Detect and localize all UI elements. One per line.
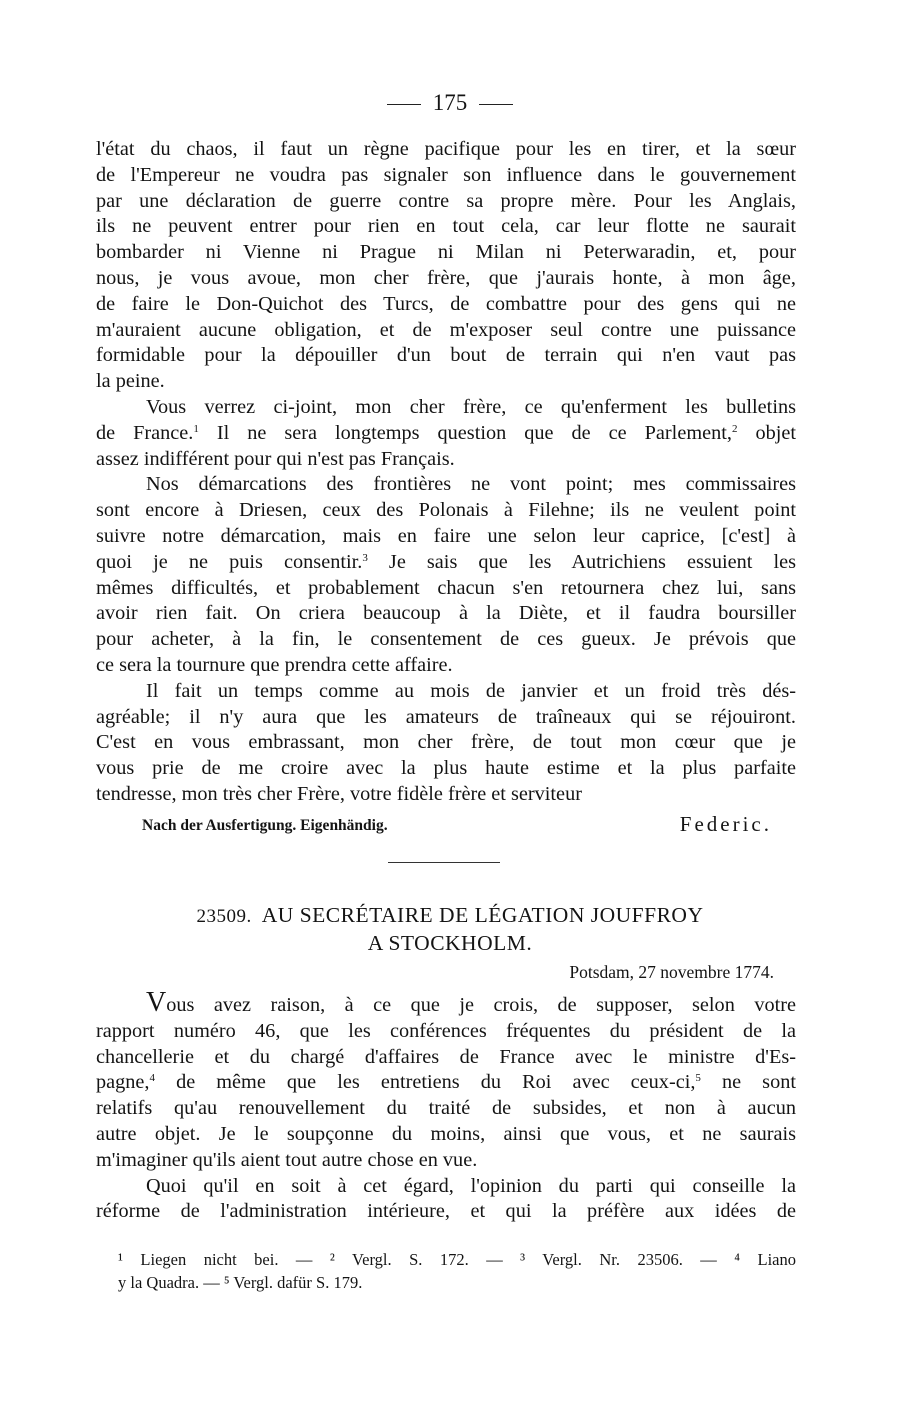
text-line bbox=[96, 550, 796, 576]
place-date: Potsdam, 27 novembre 1774. bbox=[569, 962, 774, 982]
text-line: Nos démarcations des frontières ne vont point; mes commissaires bbox=[146, 473, 796, 496]
text-segment: Je sais que les Autrichiens essuient les bbox=[367, 550, 796, 573]
paragraph-continuation bbox=[96, 137, 796, 808]
text-line: mêmes difficultés, et probablement chacun s'en retournera chez lui, sans bbox=[96, 576, 796, 599]
text-line: tendresse, mon très cher Frère, votre fidèle frère et serviteur bbox=[96, 782, 582, 805]
text-line: C'est en vous embrassant, mon cher frère, de tout mon cœur que je bbox=[96, 731, 796, 754]
text-line: ils ne peuvent entrer pour rien en tout cela, car leur flotte ne saurait bbox=[96, 215, 796, 238]
text-line: l'état du chaos, il faut un règne pacifique pour les en tirer, et la sœur bbox=[96, 138, 796, 160]
header-dash-left bbox=[387, 104, 421, 105]
footnote-ref-4: 4 bbox=[149, 1072, 155, 1085]
signature: Federic. bbox=[679, 812, 772, 836]
text-line: réforme de l'administration intérieure, et qui la préfère aux idées de bbox=[96, 1200, 796, 1223]
text-line bbox=[96, 421, 796, 447]
title-line-1 bbox=[0, 902, 900, 930]
text-line: par une déclaration de guerre contre sa propre mère. Pour les Anglais, bbox=[96, 189, 796, 212]
footnote-ref-1: 1 bbox=[193, 422, 199, 435]
letter-title bbox=[0, 902, 900, 957]
text-segment: de même que les entretiens du Roi avec ceux-ci, bbox=[155, 1071, 696, 1094]
text-line: de faire le Don-Quichot des Turcs, de combattre pour des gens qui ne bbox=[96, 292, 796, 315]
footnote-ref-2: 2 bbox=[731, 422, 738, 435]
title-line-2: A STOCKHOLM. bbox=[367, 931, 533, 955]
text-line: bombarder ni Vienne ni Prague ni Milan ni Peterwaradin, et, pour bbox=[96, 241, 796, 264]
text-line: m'imaginer qu'ils aient tout autre chose en vue. bbox=[96, 1148, 478, 1171]
drop-initial: V bbox=[146, 987, 167, 1018]
page-number: 175 bbox=[432, 90, 468, 115]
text-segment: ous avez raison, à ce que je crois, de supposer, selon votre bbox=[166, 994, 796, 1016]
text-line: agréable; il n'y aura que les amateurs de traîneaux qui se réjouiront. bbox=[96, 705, 796, 728]
text-line: sont encore à Driesen, ceux des Polonais à Filehne; ils ne veulent point bbox=[96, 499, 796, 522]
footnote-line: y la Quadra. — ⁵ Vergl. dafür S. 179. bbox=[118, 1273, 363, 1292]
text-line: de l'Empereur ne voudra pas signaler son influence dans le gouvernement bbox=[96, 163, 796, 186]
text-line: nous, je vous avoue, mon cher frère, que j'aurais honte, à mon âge, bbox=[96, 266, 796, 289]
text-line: rapport numéro 46, que les conférences fréquentes du président de la bbox=[96, 1019, 796, 1042]
text-line: suivre notre démarcation, mais en faire une selon leur caprice, [c'est] à bbox=[96, 524, 796, 547]
text-line: autre objet. Je le soupçonne du moins, ainsi que vous, et ne saurais bbox=[96, 1122, 796, 1145]
text-line: m'auraient aucune obligation, et de m'exposer seul contre une puissance bbox=[96, 318, 796, 341]
text-segment: quoi je ne puis consentir. bbox=[96, 550, 363, 573]
text-segment: Il ne sera longtemps question que de ce Parlement, bbox=[198, 421, 732, 444]
text-line: assez indifférent pour qui n'est pas Français. bbox=[96, 447, 455, 470]
page-header bbox=[0, 90, 900, 116]
text-line: avoir rien fait. On criera beaucoup à la Diète, et il faudra boursiller bbox=[96, 602, 796, 625]
text-segment: objet bbox=[737, 421, 796, 444]
text-line: pour acheter, à la fin, le consentement de ces gueux. Je prévois que bbox=[96, 628, 796, 651]
text-line: ce sera la tournure que prendra cette affaire. bbox=[96, 653, 453, 676]
text-line: Il fait un temps comme au mois de janvier et un froid très dés- bbox=[146, 679, 796, 702]
title-text-1: AU SECRÉTAIRE DE LÉGATION JOUFFROY bbox=[261, 903, 704, 927]
text-segment: pagne, bbox=[96, 1071, 150, 1094]
text-line: Quoi qu'il en soit à cet égard, l'opinion du parti qui conseille la bbox=[146, 1174, 796, 1197]
text-line: chancellerie et du chargé d'affaires de France avec le ministre d'Es- bbox=[96, 1045, 796, 1068]
letter-number: 23509. bbox=[196, 906, 252, 927]
text-line bbox=[96, 1070, 796, 1096]
text-segment: de France. bbox=[96, 421, 194, 444]
header-dash-right bbox=[479, 104, 513, 105]
text-line: formidable pour la dépouiller d'un bout de terrain qui n'en vaut pas bbox=[96, 344, 796, 367]
text-line: la peine. bbox=[96, 370, 165, 393]
footnote-ref-5: 5 bbox=[695, 1072, 701, 1085]
section-divider bbox=[388, 862, 500, 863]
footnotes bbox=[118, 1248, 796, 1294]
letter-body bbox=[96, 987, 796, 1225]
footnote-line: ¹ Liegen nicht bei. — ² Vergl. S. 172. — ³ Vergl. Nr. 23506. — ⁴ Liano bbox=[118, 1250, 796, 1269]
source-note: Nach der Ausfertigung. Eigenhändig. bbox=[142, 817, 388, 834]
text-line: relatifs qu'au renouvellement du traité de subsides, et non à aucun bbox=[96, 1097, 796, 1120]
text-line: vous prie de me croire avec la plus haute estime et la plus parfaite bbox=[96, 757, 796, 780]
text-segment: ne sont bbox=[700, 1071, 796, 1094]
text-line bbox=[96, 987, 796, 1019]
footnote-ref-3: 3 bbox=[362, 551, 368, 564]
text-line: Vous verrez ci-joint, mon cher frère, ce qu'enferment les bulletins bbox=[146, 395, 796, 418]
